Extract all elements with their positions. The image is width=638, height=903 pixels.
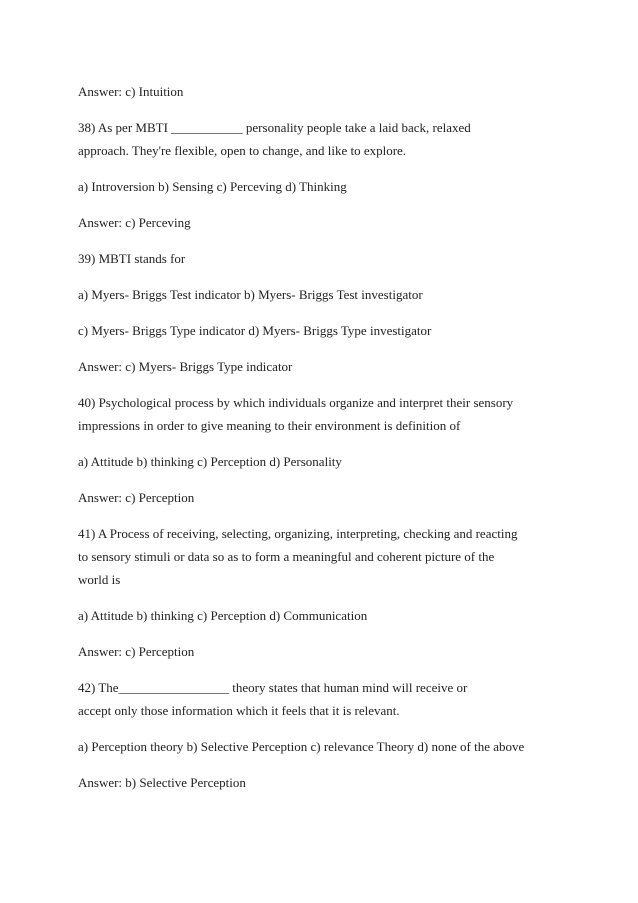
text-line: Answer: c) Perception [78, 644, 195, 659]
options-paragraph [78, 735, 578, 758]
answer-paragraph [78, 355, 578, 378]
options-paragraph [78, 175, 578, 198]
text-line: approach. They're flexible, open to change, and like to explore. [78, 143, 407, 158]
answer-paragraph [78, 486, 578, 509]
question-paragraph [78, 522, 578, 591]
text-line: a) Attitude b) thinking c) Perception d) Personality [78, 454, 342, 469]
text-line: 38) As per MBTI ___________ personality people take a laid back, relaxed [78, 120, 471, 135]
text-line: world is [78, 572, 121, 587]
question-paragraph [78, 676, 578, 722]
text-line: 39) MBTI stands for [78, 251, 186, 266]
text-line: Answer: c) Perception [78, 490, 195, 505]
text-line: Answer: c) Myers- Briggs Type indicator [78, 359, 293, 374]
text-line: to sensory stimuli or data so as to form a meaningful and coherent picture of the [78, 549, 495, 564]
text-line: 41) A Process of receiving, selecting, organizing, interpreting, checking and reacting [78, 526, 518, 541]
document-page [78, 80, 578, 807]
options-paragraph [78, 450, 578, 473]
text-line: 40) Psychological process by which individuals organize and interpret their sensory [78, 395, 514, 410]
text-line: Answer: b) Selective Perception [78, 775, 246, 790]
text-line: a) Introversion b) Sensing c) Perceving d) Thinking [78, 179, 347, 194]
text-line: Answer: c) Intuition [78, 84, 184, 99]
question-paragraph [78, 247, 578, 270]
answer-paragraph [78, 80, 578, 103]
text-line: a) Perception theory b) Selective Perception c) relevance Theory d) none of the above [78, 739, 525, 754]
question-paragraph [78, 391, 578, 437]
text-line: c) Myers- Briggs Type indicator d) Myers- Briggs Type investigator [78, 323, 432, 338]
options-paragraph [78, 283, 578, 306]
options-paragraph [78, 604, 578, 627]
text-line: a) Attitude b) thinking c) Perception d) Communication [78, 608, 368, 623]
text-line: accept only those information which it feels that it is relevant. [78, 703, 400, 718]
text-line: Answer: c) Perceving [78, 215, 191, 230]
answer-paragraph [78, 640, 578, 663]
answer-paragraph [78, 771, 578, 794]
question-paragraph [78, 116, 578, 162]
options-paragraph [78, 319, 578, 342]
text-line: a) Myers- Briggs Test indicator b) Myers- Briggs Test investigator [78, 287, 423, 302]
text-line: impressions in order to give meaning to their environment is definition of [78, 418, 461, 433]
answer-paragraph [78, 211, 578, 234]
text-line: 42) The_________________ theory states that human mind will receive or [78, 680, 468, 695]
